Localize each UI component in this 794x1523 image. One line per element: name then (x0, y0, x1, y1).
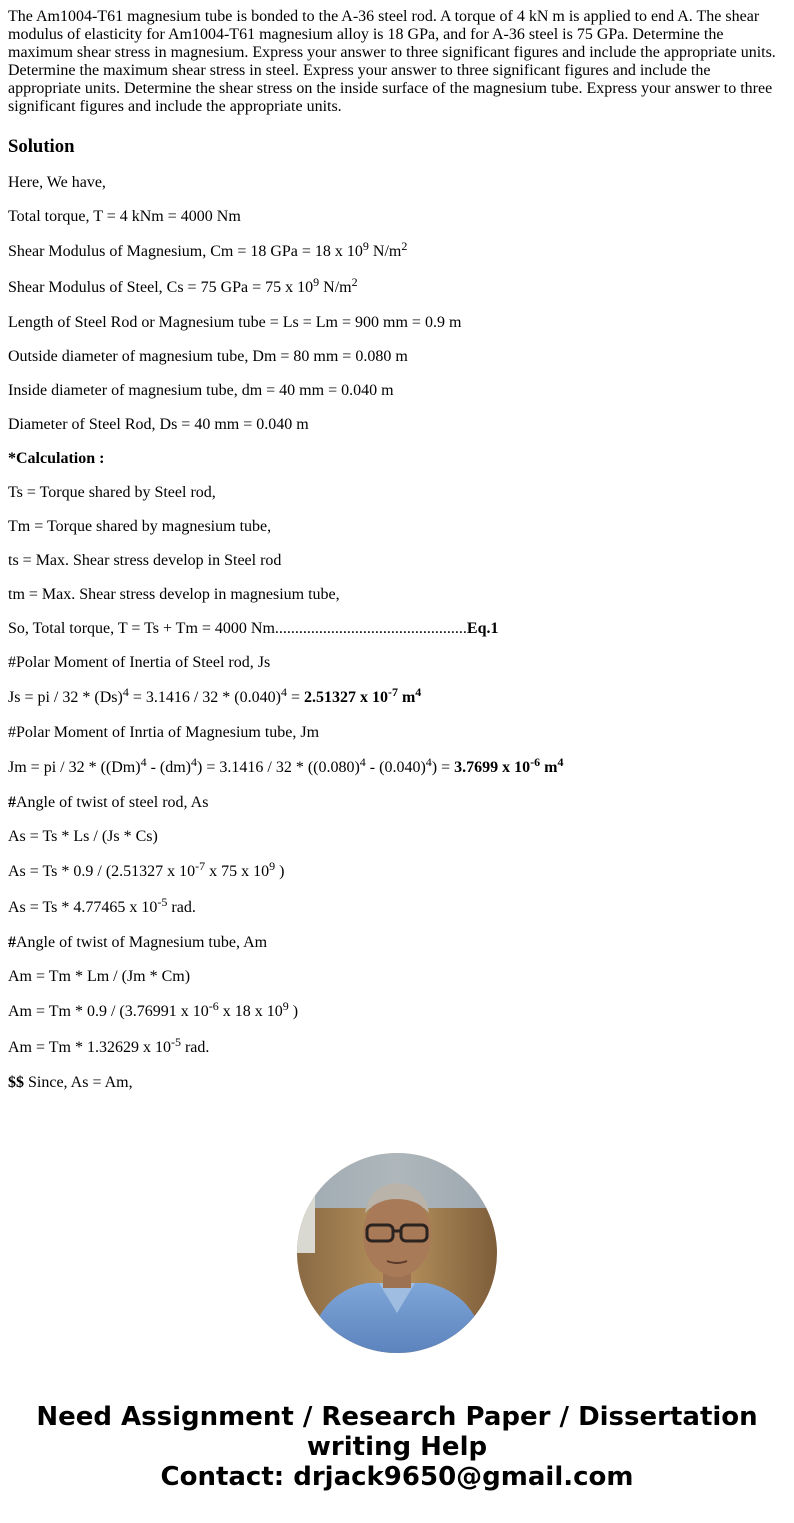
solution-line: Js = pi / $32 * (Ds)^4 = 3.1416 / 32 * (0.040)^4 = 2.51327$ x $10^{-7}$ $m^4$ (8, 684, 422, 706)
solution-line: Am = Tm * Lm / (Jm * Cm) (8, 968, 191, 985)
solution-line: Shear Modulus of Steel, Cs = 75 GPa = 75 x $10^9$ $N/m^2$ (8, 274, 358, 296)
solution-line: Here, We have, (8, 174, 106, 191)
solution-line: tm = Max. Shear stress develop in magnesium tube, (8, 586, 340, 603)
solution-line: Outside diameter of magnesium tube, Dm = 80 mm = 0.080 m (8, 348, 408, 365)
promo-line: writing Help (306, 1432, 488, 1462)
solution-line: Tm = Torque shared by magnesium tube, (8, 518, 272, 535)
solution-line: Jm = pi / $32 * ((Dm)^4 - (dm)^4) = 3.1416 / 32 * ((0.080)^4 - (0.040)^4) = 3.7699$ x $10^{-6}$ $m^4$ (8, 754, 564, 776)
solution-line: Total torque, T = 4 kNm = 4000 Nm (8, 208, 241, 225)
solution-line: Length of Steel Rod or Magnesium tube = Ls = Lm = 900 mm = 0.9 m (8, 314, 462, 331)
solution-line: Am = Tm * 0.9 / (3.76991 x $10^{-6}$ x 18 x $10^9$ ) (8, 998, 299, 1020)
solution-line: So, Total torque, T = Ts + Tm = 4000 Nm................................................Eq.1 (8, 620, 499, 637)
solution-line: #Angle of twist of steel rod, As (8, 794, 209, 811)
calculation-heading: *Calculation : (8, 450, 105, 467)
solution-line: $$ Since, As = Am, (8, 1074, 133, 1091)
solution-heading: Solution (8, 136, 75, 157)
portrait-photo (297, 1153, 497, 1353)
solution-line: #Angle of twist of Magnesium tube, Am (8, 934, 268, 951)
solution-body (8, 166, 786, 1100)
solution-line: ts = Max. Shear stress develop in Steel rod (8, 552, 282, 569)
solution-line: As = Ts * 4.77465 x $10^{-5}$ rad. (8, 894, 196, 916)
avatar (297, 1153, 497, 1353)
solution-line: Shear Modulus of Magnesium, Cm = 18 GPa = 18 x $10^9$ $N/m^2$ (8, 238, 408, 260)
promo-contact: Contact: drjack9650@gmail.com (160, 1462, 634, 1492)
solution-line: #Polar Moment of Inrtia of Magnesium tube, Jm (8, 724, 320, 741)
solution-line: Am = Tm * 1.32629 x $10^{-5}$ rad. (8, 1034, 210, 1056)
promo-line: Need Assignment / Research Paper / Dissertation (36, 1402, 758, 1432)
solution-line: Ts = Torque shared by Steel rod, (8, 484, 216, 501)
document (8, 0, 786, 1100)
solution-line: As = Ts * Ls / (Js * Cs) (8, 828, 158, 845)
solution-line: Inside diameter of magnesium tube, dm = 40 mm = 0.040 m (8, 382, 394, 399)
promo-banner (0, 1402, 794, 1492)
solution-line: As = Ts * 0.9 / (2.51327 x $10^{-7}$ x 75 x $10^9$ ) (8, 858, 285, 880)
solution-line: #Polar Moment of Inertia of Steel rod, Js (8, 654, 271, 671)
question-text: The Am1004-T61 magnesium tube is bonded to the A-36 steel rod. A torque of 4 kN m is applied to end A. The shear modulus of elasticity for Am1004-T61 magnesium alloy is 18 GPa, and for A-36 steel is 75 GPa. Determine the maximum shear stress in magnesium. Express your answer to three significant figures and include the appropriate units. Determine the maximum shear stress in steel. Express your answer to three significant figures and include the appropriate units. Determine the shear stress on the inside surface of the magnesium tube. Express your answer to three significant figures and include the appropriate units. (8, 8, 776, 115)
solution-line: Diameter of Steel Rod, Ds = 40 mm = 0.040 m (8, 416, 309, 433)
